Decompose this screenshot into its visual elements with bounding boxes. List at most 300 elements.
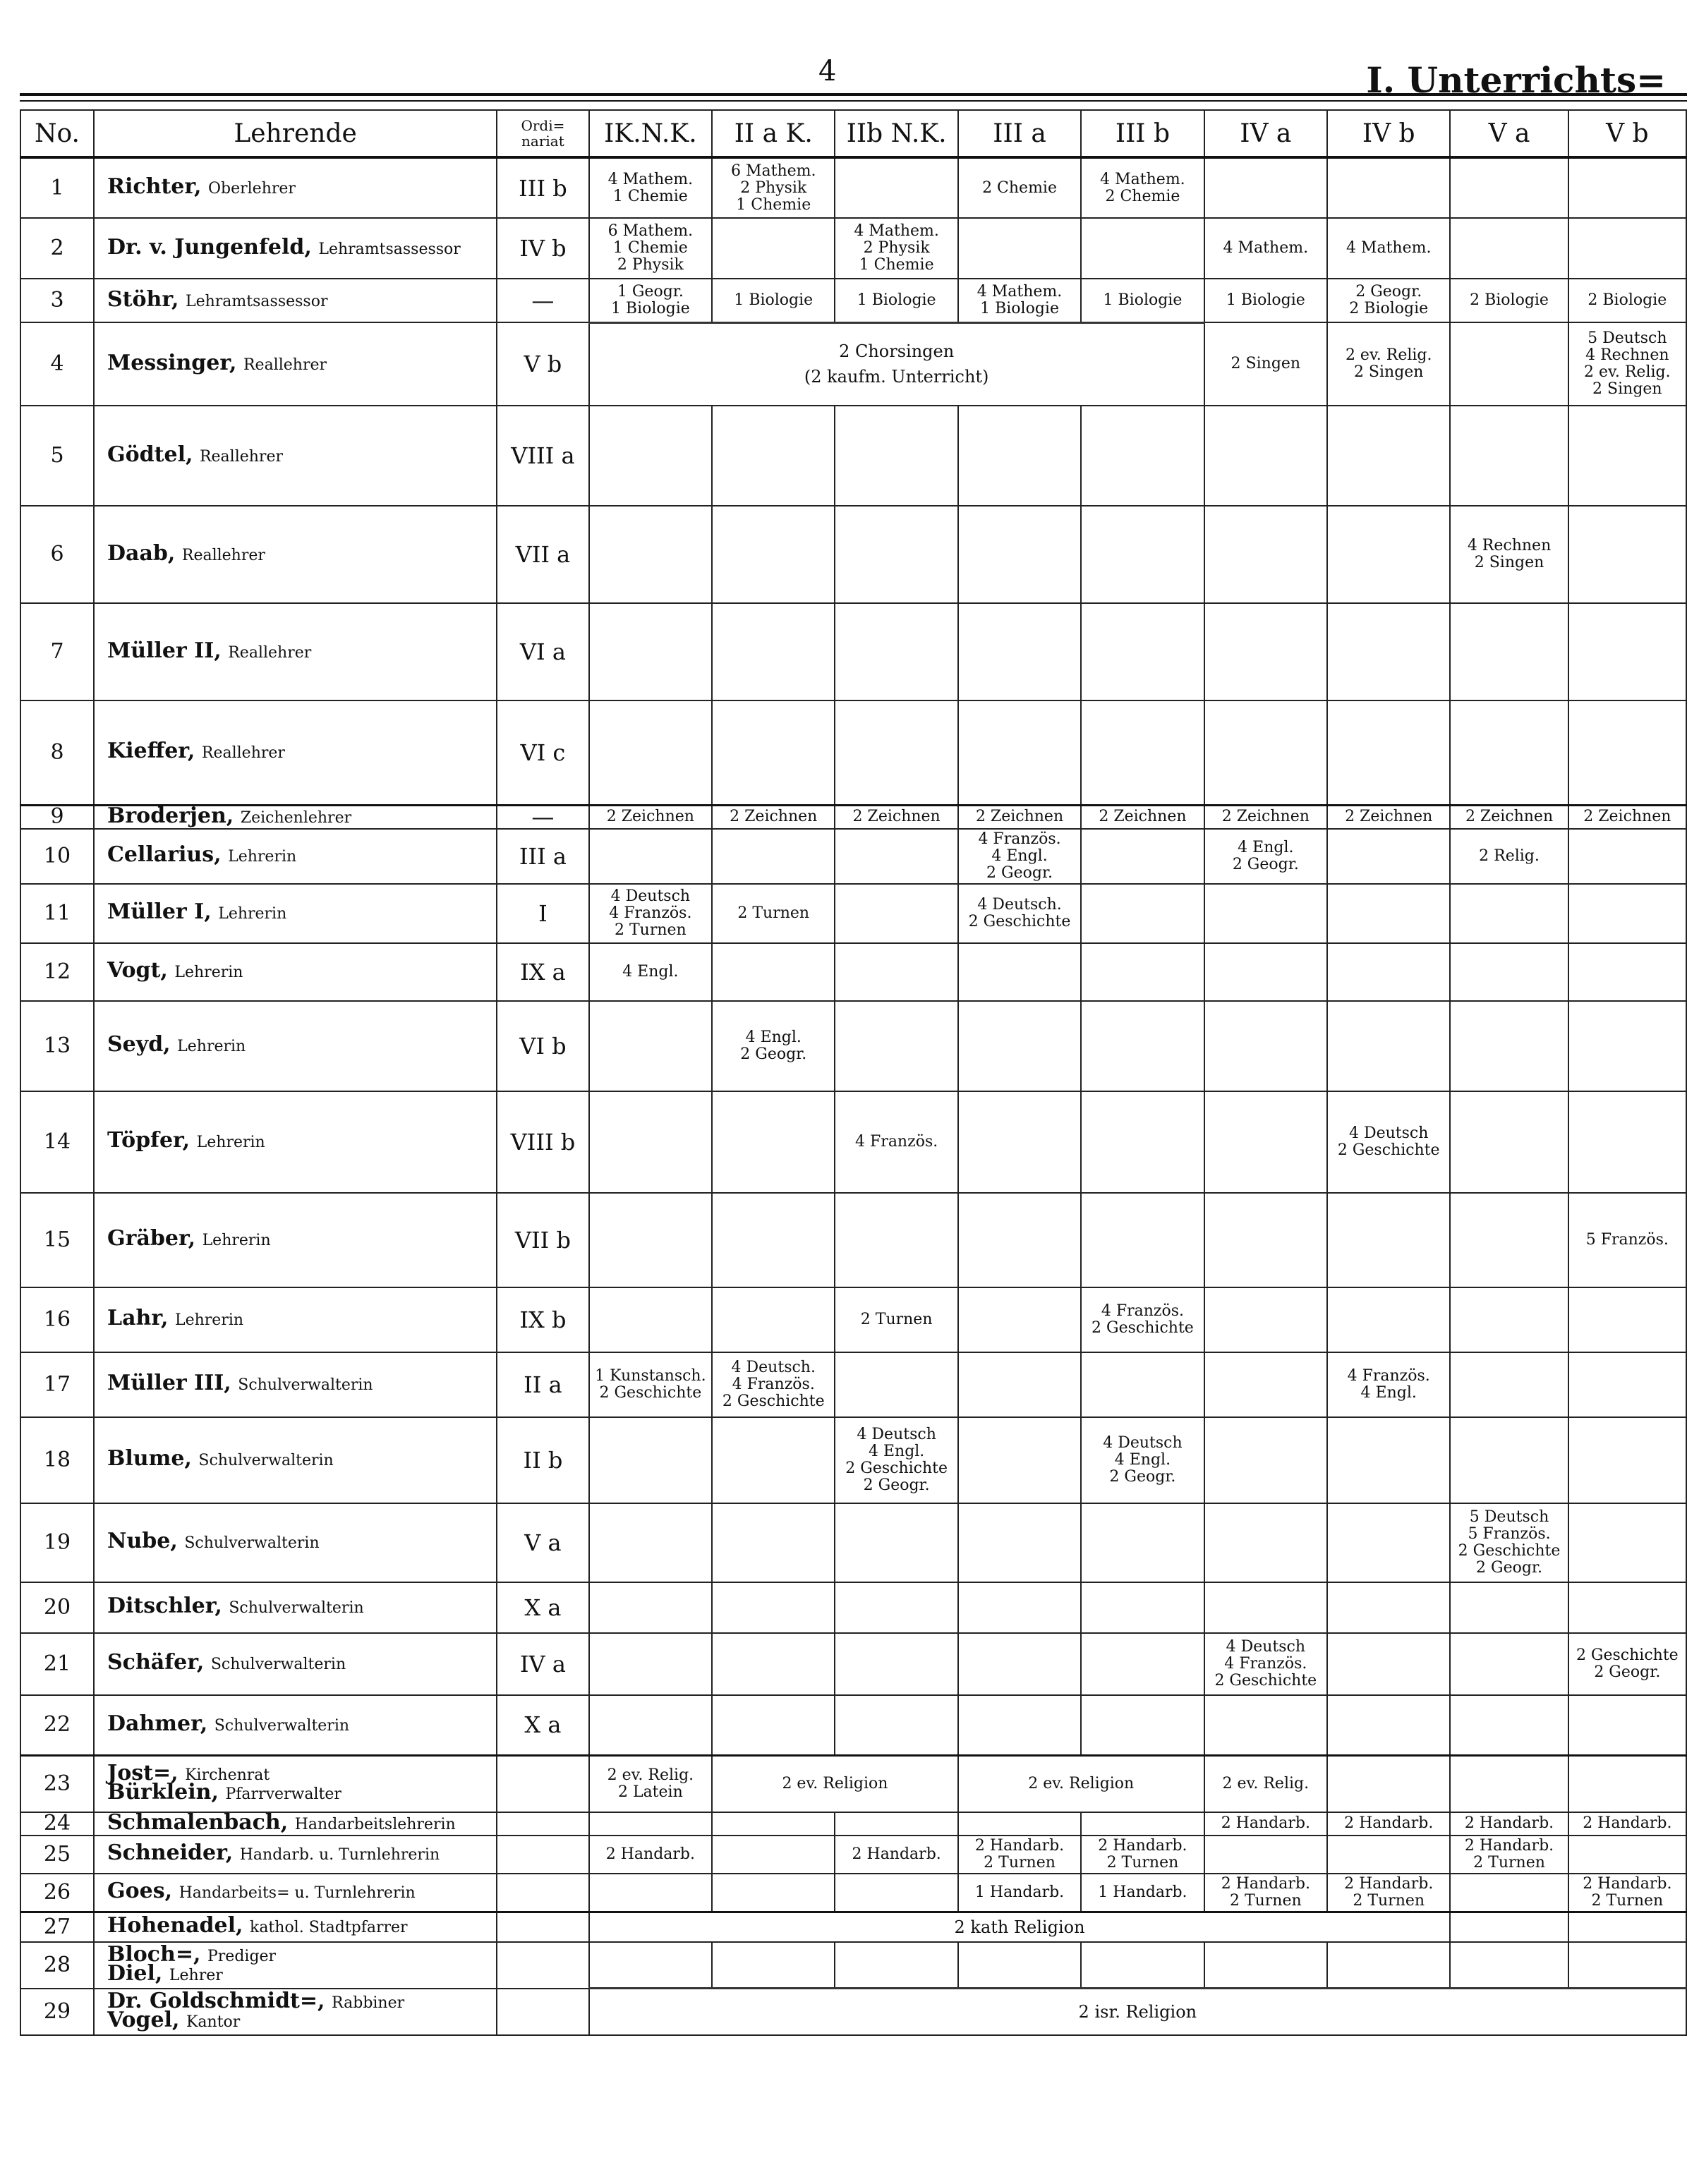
- teacher-role: Schulverwalterin: [184, 1534, 320, 1552]
- lesson-cell: 2 Handarb.: [835, 1836, 957, 1874]
- teacher-role: Lehrerin: [174, 964, 243, 981]
- lesson-cell: [589, 700, 712, 805]
- teacher-name: [94, 1836, 497, 1874]
- lesson-cell: [1327, 943, 1450, 1001]
- lesson-cell: [1450, 157, 1568, 218]
- ordinariat-cell: VII a: [497, 506, 589, 603]
- lesson-cell: [589, 1582, 712, 1633]
- lesson-cell: [1568, 829, 1686, 884]
- teacher-role: Handarb. u. Turnlehrerin: [239, 1846, 440, 1864]
- lesson-cell: [1204, 157, 1327, 218]
- lesson-cell: [589, 1812, 712, 1836]
- lesson-cell: [835, 1695, 957, 1756]
- lesson-cell: [1450, 1942, 1568, 1989]
- lesson-cell: [1327, 1695, 1450, 1756]
- teacher-role: Handarbeitslehrerin: [294, 1815, 456, 1833]
- teacher-role: Lehramtsassessor: [185, 292, 328, 310]
- lesson-cell: 1 Handarb.: [958, 1874, 1081, 1912]
- table-row: [20, 1503, 1686, 1582]
- lesson-cell: 4 Deutsch. 2 Geschichte: [958, 884, 1081, 943]
- column-header: IV b: [1327, 110, 1450, 157]
- lesson-cell: 6 Mathem. 2 Physik 1 Chemie: [712, 157, 835, 218]
- lesson-cell: 4 Mathem. 1 Chemie: [589, 157, 712, 218]
- ordinariat-cell: IX a: [497, 943, 589, 1001]
- lesson-cell: 2 Handarb. 2 Turnen: [1450, 1836, 1568, 1874]
- lesson-cell: [958, 218, 1081, 279]
- table-row: [20, 1582, 1686, 1633]
- teacher-role: kathol. Stadtpfarrer: [249, 1919, 408, 1936]
- lesson-cell: 2 Biologie: [1568, 279, 1686, 322]
- lesson-cell: [958, 1287, 1081, 1352]
- teacher-surname: Schneider,: [107, 1840, 234, 1865]
- lesson-cell: [1081, 603, 1204, 700]
- teacher-name: [94, 1417, 497, 1503]
- lesson-cell: [958, 1417, 1081, 1503]
- spanning-lesson-cell: 2 isr. Religion: [589, 1989, 1686, 2035]
- lesson-cell: 2 Turnen: [835, 1287, 957, 1352]
- lesson-cell: [712, 603, 835, 700]
- lesson-cell: [1450, 884, 1568, 943]
- lesson-cell: [589, 1417, 712, 1503]
- lesson-cell: [1081, 1942, 1204, 1989]
- lesson-cell: [589, 603, 712, 700]
- teacher-role: Lehrerin: [177, 1038, 246, 1055]
- lesson-cell: [1327, 1942, 1450, 1989]
- lesson-cell: [712, 1695, 835, 1756]
- teacher-surname: Müller II,: [107, 638, 222, 663]
- ordinariat-cell: V b: [497, 322, 589, 406]
- row-number: 3: [20, 279, 94, 322]
- row-number: 17: [20, 1352, 94, 1417]
- row-number: 8: [20, 700, 94, 805]
- lesson-cell: [712, 1582, 835, 1633]
- row-number: 19: [20, 1503, 94, 1582]
- teacher-surname-2: Bürklein,: [107, 1779, 219, 1804]
- teacher-surname: Schmalenbach,: [107, 1812, 289, 1835]
- lesson-cell: [1450, 1912, 1568, 1942]
- teacher-role: Schulverwalterin: [229, 1599, 364, 1617]
- spanning-lesson-cell: 2 Chorsingen (2 kaufm. Unterricht): [589, 322, 1204, 406]
- ordinariat-cell: [497, 1836, 589, 1874]
- teacher-role: Schulverwalterin: [238, 1376, 373, 1394]
- ordinariat-cell: VIII b: [497, 1091, 589, 1193]
- lesson-cell: [1081, 1193, 1204, 1287]
- table-row: [20, 700, 1686, 805]
- row-number: 27: [20, 1912, 94, 1942]
- lesson-cell: 2 Zeichnen: [958, 805, 1081, 829]
- ordinariat-cell: —: [497, 805, 589, 829]
- lesson-cell: [1568, 943, 1686, 1001]
- lesson-cell: 6 Mathem. 1 Chemie 2 Physik: [589, 218, 712, 279]
- lesson-cell: 1 Biologie: [1081, 279, 1204, 322]
- lesson-cell: [958, 1193, 1081, 1287]
- teacher-role: Lehrerin: [202, 1232, 271, 1249]
- lesson-cell: [1081, 1503, 1204, 1582]
- teacher-name: [94, 603, 497, 700]
- lesson-cell: [1327, 1193, 1450, 1287]
- lesson-cell: 2 Handarb. 2 Turnen: [1327, 1874, 1450, 1912]
- lesson-cell: [1450, 943, 1568, 1001]
- lesson-cell: 2 Relig.: [1450, 829, 1568, 884]
- lesson-cell: [1327, 1503, 1450, 1582]
- lesson-cell: 2 Geogr. 2 Biologie: [1327, 279, 1450, 322]
- row-number: 2: [20, 218, 94, 279]
- ordinariat-cell: III a: [497, 829, 589, 884]
- teacher-role: Schulverwalterin: [210, 1656, 346, 1673]
- ordinariat-cell: IV b: [497, 218, 589, 279]
- teacher-name: [94, 1912, 497, 1942]
- lesson-cell: [1450, 1287, 1568, 1352]
- row-number: 26: [20, 1874, 94, 1912]
- lesson-cell: 2 Handarb.: [1568, 1812, 1686, 1836]
- lesson-cell: 5 Deutsch 5 Französ. 2 Geschichte 2 Geogr.: [1450, 1503, 1568, 1582]
- lesson-cell: [1568, 1582, 1686, 1633]
- lesson-cell: [835, 884, 957, 943]
- lesson-cell: [1204, 943, 1327, 1001]
- lesson-cell: [589, 1942, 712, 1989]
- row-number: 29: [20, 1989, 94, 2035]
- lesson-cell: [835, 603, 957, 700]
- teacher-surname: Daab,: [107, 540, 176, 566]
- lesson-cell: [1327, 1001, 1450, 1091]
- teacher-name: [94, 1695, 497, 1756]
- teacher-name: [94, 700, 497, 805]
- column-header: Ordi= nariat: [497, 110, 589, 157]
- lesson-cell: 4 Deutsch. 4 Französ. 2 Geschichte: [712, 1352, 835, 1417]
- lesson-cell: 1 Biologie: [712, 279, 835, 322]
- lesson-cell: [1568, 1912, 1686, 1942]
- lesson-cell: [958, 1812, 1081, 1836]
- lesson-cell: [1568, 1287, 1686, 1352]
- teacher-role: Reallehrer: [199, 447, 283, 466]
- teacher-role: Lehrerin: [196, 1134, 265, 1151]
- teacher-surname: Stöhr,: [107, 286, 179, 312]
- lesson-cell: [712, 406, 835, 506]
- table-row: [20, 406, 1686, 506]
- lesson-cell: 2 Chemie: [958, 157, 1081, 218]
- lesson-cell: 2 Zeichnen: [835, 805, 957, 829]
- lesson-cell: [958, 406, 1081, 506]
- lesson-cell: [835, 1193, 957, 1287]
- column-header: III a: [958, 110, 1081, 157]
- teacher-role: Lehrerin: [174, 1311, 244, 1329]
- lesson-cell: [958, 1633, 1081, 1695]
- lesson-cell: 2 Zeichnen: [1081, 805, 1204, 829]
- table-row: [20, 1001, 1686, 1091]
- teacher-role-2: Pfarrverwalter: [225, 1785, 341, 1803]
- lesson-cell: 4 Mathem.: [1204, 218, 1327, 279]
- lesson-cell: [1204, 1352, 1327, 1417]
- lesson-cell: [1204, 1001, 1327, 1091]
- lesson-cell: [1081, 700, 1204, 805]
- table-row: [20, 218, 1686, 279]
- teacher-surname: Seyd,: [107, 1032, 171, 1057]
- lesson-cell: 2 Zeichnen: [1204, 805, 1327, 829]
- teacher-role: Lehrerin: [228, 848, 297, 866]
- teacher-role: Handarbeits= u. Turnlehrerin: [179, 1884, 416, 1902]
- row-number: 14: [20, 1091, 94, 1193]
- lesson-cell: 2 ev. Religion: [958, 1756, 1204, 1812]
- column-header: IV a: [1204, 110, 1327, 157]
- row-number: 6: [20, 506, 94, 603]
- teacher-surname: Müller III,: [107, 1371, 231, 1395]
- teacher-surname: Richter,: [107, 174, 202, 199]
- row-number: 16: [20, 1287, 94, 1352]
- table-row: [20, 1287, 1686, 1352]
- row-number: 5: [20, 406, 94, 506]
- table-row: [20, 1756, 1686, 1812]
- lesson-cell: 2 Geschichte 2 Geogr.: [1568, 1633, 1686, 1695]
- lesson-cell: [1450, 1756, 1568, 1812]
- lesson-cell: [712, 1503, 835, 1582]
- lesson-cell: 2 Zeichnen: [1450, 805, 1568, 829]
- table-row: [20, 1942, 1686, 1989]
- table-row: [20, 1193, 1686, 1287]
- row-number: 24: [20, 1812, 94, 1836]
- teacher-role: Reallehrer: [228, 643, 312, 662]
- column-header: IIb N.K.: [835, 110, 957, 157]
- lesson-cell: [958, 603, 1081, 700]
- lesson-cell: [1081, 1695, 1204, 1756]
- spanning-lesson-cell: 2 kath Religion: [589, 1912, 1451, 1942]
- lesson-cell: [1568, 1756, 1686, 1812]
- lesson-cell: 2 Handarb. 2 Turnen: [1568, 1874, 1686, 1912]
- teacher-role: Oberlehrer: [207, 180, 296, 198]
- lesson-cell: 4 Französ. 4 Engl. 2 Geogr.: [958, 829, 1081, 884]
- lesson-cell: [835, 1503, 957, 1582]
- lesson-cell: 2 Handarb. 2 Turnen: [958, 1836, 1081, 1874]
- column-header: V b: [1568, 110, 1686, 157]
- teacher-surname-2: Vogel,: [107, 2007, 180, 2032]
- ordinariat-cell: VIII a: [497, 406, 589, 506]
- lesson-cell: 4 Rechnen 2 Singen: [1450, 506, 1568, 603]
- teacher-role-2: Kantor: [186, 2013, 241, 2031]
- lesson-cell: 2 Singen: [1204, 322, 1327, 406]
- ordinariat-cell: [497, 1812, 589, 1836]
- lesson-cell: [1568, 1695, 1686, 1756]
- table-row: [20, 884, 1686, 943]
- teacher-surname: Ditschler,: [107, 1594, 222, 1618]
- teacher-surname: Schäfer,: [107, 1650, 205, 1675]
- lesson-cell: 2 ev. Relig. 2 Singen: [1327, 322, 1450, 406]
- lesson-cell: [1568, 603, 1686, 700]
- ordinariat-cell: X a: [497, 1695, 589, 1756]
- teacher-role: Reallehrer: [243, 356, 327, 374]
- teacher-surname: Dahmer,: [107, 1711, 208, 1736]
- teacher-name: [94, 829, 497, 884]
- ordinariat-cell: VII b: [497, 1193, 589, 1287]
- lesson-cell: 2 Zeichnen: [712, 805, 835, 829]
- lesson-cell: [1450, 1193, 1568, 1287]
- lesson-cell: 4 Deutsch 4 Französ. 2 Turnen: [589, 884, 712, 943]
- table-row: [20, 1812, 1686, 1836]
- table-row: [20, 1695, 1686, 1756]
- teacher-name: [94, 1352, 497, 1417]
- lesson-cell: [589, 1874, 712, 1912]
- lesson-cell: [958, 1942, 1081, 1989]
- lesson-cell: [1568, 1836, 1686, 1874]
- table-row: [20, 1836, 1686, 1874]
- lesson-cell: [589, 1091, 712, 1193]
- lesson-cell: [958, 1091, 1081, 1193]
- ordinariat-cell: [497, 1874, 589, 1912]
- teacher-role: Zeichenlehrer: [240, 808, 352, 827]
- lesson-cell: [1204, 603, 1327, 700]
- teacher-name: [94, 1582, 497, 1633]
- lesson-cell: 2 Zeichnen: [1568, 805, 1686, 829]
- ordinariat-cell: VI a: [497, 603, 589, 700]
- lesson-cell: [1568, 1503, 1686, 1582]
- lesson-cell: [835, 506, 957, 603]
- lesson-cell: [712, 700, 835, 805]
- lesson-cell: [958, 700, 1081, 805]
- teacher-role: Schulverwalterin: [214, 1716, 350, 1735]
- table-row: [20, 322, 1686, 406]
- teacher-role: Lehrerin: [218, 905, 287, 923]
- column-header: No.: [20, 110, 94, 157]
- teacher-surname: Broderjen,: [107, 805, 234, 828]
- lesson-cell: [958, 506, 1081, 603]
- teacher-surname: Goes,: [107, 1879, 173, 1903]
- lesson-cell: [589, 506, 712, 603]
- row-number: 18: [20, 1417, 94, 1503]
- teacher-name: [94, 1503, 497, 1582]
- table-row: [20, 1874, 1686, 1912]
- lesson-cell: [1081, 884, 1204, 943]
- row-number: 7: [20, 603, 94, 700]
- teacher-name: [94, 1633, 497, 1695]
- lesson-cell: 4 Mathem. 2 Chemie: [1081, 157, 1204, 218]
- lesson-cell: [589, 1503, 712, 1582]
- teacher-role: Rabbiner: [332, 1994, 405, 2012]
- lesson-cell: [712, 506, 835, 603]
- table-row: [20, 603, 1686, 700]
- lesson-cell: [958, 1582, 1081, 1633]
- lesson-cell: 4 Französ. 4 Engl.: [1327, 1352, 1450, 1417]
- lesson-cell: [1450, 1582, 1568, 1633]
- lesson-cell: 4 Engl.: [589, 943, 712, 1001]
- lesson-cell: 2 Handarb.: [589, 1836, 712, 1874]
- lesson-cell: [1081, 1633, 1204, 1695]
- ordinariat-cell: —: [497, 279, 589, 322]
- lesson-cell: [1568, 506, 1686, 603]
- teacher-surname: Cellarius,: [107, 842, 222, 867]
- lesson-cell: [1450, 406, 1568, 506]
- lesson-cell: [1081, 1352, 1204, 1417]
- lesson-cell: [589, 1001, 712, 1091]
- row-number: 23: [20, 1756, 94, 1812]
- page-title: I. Unterrichts=: [1366, 59, 1666, 101]
- lesson-cell: 1 Biologie: [835, 279, 957, 322]
- top-rule: [20, 93, 1687, 96]
- teacher-name: [94, 406, 497, 506]
- teacher-surname: Müller I,: [107, 899, 212, 924]
- row-number: 21: [20, 1633, 94, 1695]
- lesson-cell: 2 Zeichnen: [589, 805, 712, 829]
- lesson-cell: 2 Handarb. 2 Turnen: [1204, 1874, 1327, 1912]
- lesson-cell: 2 ev. Relig.: [1204, 1756, 1327, 1812]
- teacher-surname: Bloch=,: [107, 1941, 201, 1967]
- table-row: [20, 829, 1686, 884]
- lesson-cell: [835, 1633, 957, 1695]
- lesson-cell: 4 Deutsch 4 Französ. 2 Geschichte: [1204, 1633, 1327, 1695]
- lesson-cell: [1081, 1001, 1204, 1091]
- lesson-cell: 4 Deutsch 4 Engl. 2 Geogr.: [1081, 1417, 1204, 1503]
- lesson-cell: [1327, 1417, 1450, 1503]
- lesson-cell: [712, 1812, 835, 1836]
- teacher-name: [94, 1989, 497, 2035]
- lesson-cell: [1204, 506, 1327, 603]
- lesson-cell: [589, 1287, 712, 1352]
- teacher-surname: Dr. Goldschmidt=,: [107, 1988, 325, 2013]
- lesson-cell: [1327, 406, 1450, 506]
- lesson-cell: [1568, 406, 1686, 506]
- teacher-role-2: Lehrer: [169, 1966, 223, 1984]
- lesson-cell: [835, 1942, 957, 1989]
- lesson-cell: 4 Französ. 2 Geschichte: [1081, 1287, 1204, 1352]
- lesson-cell: [958, 1352, 1081, 1417]
- lesson-cell: [1450, 1417, 1568, 1503]
- lesson-cell: [1081, 218, 1204, 279]
- teacher-role: Schulverwalterin: [198, 1452, 334, 1469]
- teacher-surname: Hohenadel,: [107, 1913, 243, 1938]
- table-row: [20, 805, 1686, 829]
- lesson-cell: [835, 1352, 957, 1417]
- lesson-cell: [1450, 1352, 1568, 1417]
- lesson-cell: [958, 943, 1081, 1001]
- row-number: 15: [20, 1193, 94, 1287]
- lesson-cell: [1204, 406, 1327, 506]
- teacher-role: Lehramtsassessor: [318, 240, 461, 258]
- teacher-name: [94, 1193, 497, 1287]
- lesson-cell: [712, 943, 835, 1001]
- lesson-cell: [835, 1001, 957, 1091]
- lesson-cell: [1081, 1582, 1204, 1633]
- teacher-role: Prediger: [207, 1947, 277, 1965]
- teacher-surname: Lahr,: [107, 1306, 169, 1330]
- lesson-cell: 2 Turnen: [712, 884, 835, 943]
- table-row: [20, 1091, 1686, 1193]
- lesson-cell: 2 ev. Relig. 2 Latein: [589, 1756, 712, 1812]
- lesson-cell: 2 Handarb.: [1450, 1812, 1568, 1836]
- lesson-cell: [1204, 1582, 1327, 1633]
- ordinariat-cell: I: [497, 884, 589, 943]
- ordinariat-cell: VI c: [497, 700, 589, 805]
- lesson-cell: [1081, 829, 1204, 884]
- ordinariat-cell: [497, 1989, 589, 2035]
- lesson-cell: [1327, 884, 1450, 943]
- ordinariat-cell: II b: [497, 1417, 589, 1503]
- teacher-name: [94, 506, 497, 603]
- table-row: [20, 1417, 1686, 1503]
- lesson-cell: 4 Engl. 2 Geogr.: [1204, 829, 1327, 884]
- lesson-cell: 2 ev. Religion: [712, 1756, 958, 1812]
- lesson-cell: [712, 1633, 835, 1695]
- lesson-cell: [835, 1874, 957, 1912]
- teacher-name: [94, 157, 497, 218]
- teacher-name: [94, 1812, 497, 1836]
- lesson-cell: 5 Deutsch 4 Rechnen 2 ev. Relig. 2 Singen: [1568, 322, 1686, 406]
- table-row: [20, 1912, 1686, 1942]
- teacher-surname: Messinger,: [107, 350, 237, 375]
- ordinariat-cell: VI b: [497, 1001, 589, 1091]
- teacher-name: [94, 1874, 497, 1912]
- lesson-cell: [835, 829, 957, 884]
- lesson-cell: 4 Deutsch 2 Geschichte: [1327, 1091, 1450, 1193]
- lesson-cell: [1568, 157, 1686, 218]
- lesson-cell: [712, 218, 835, 279]
- lesson-cell: [712, 1874, 835, 1912]
